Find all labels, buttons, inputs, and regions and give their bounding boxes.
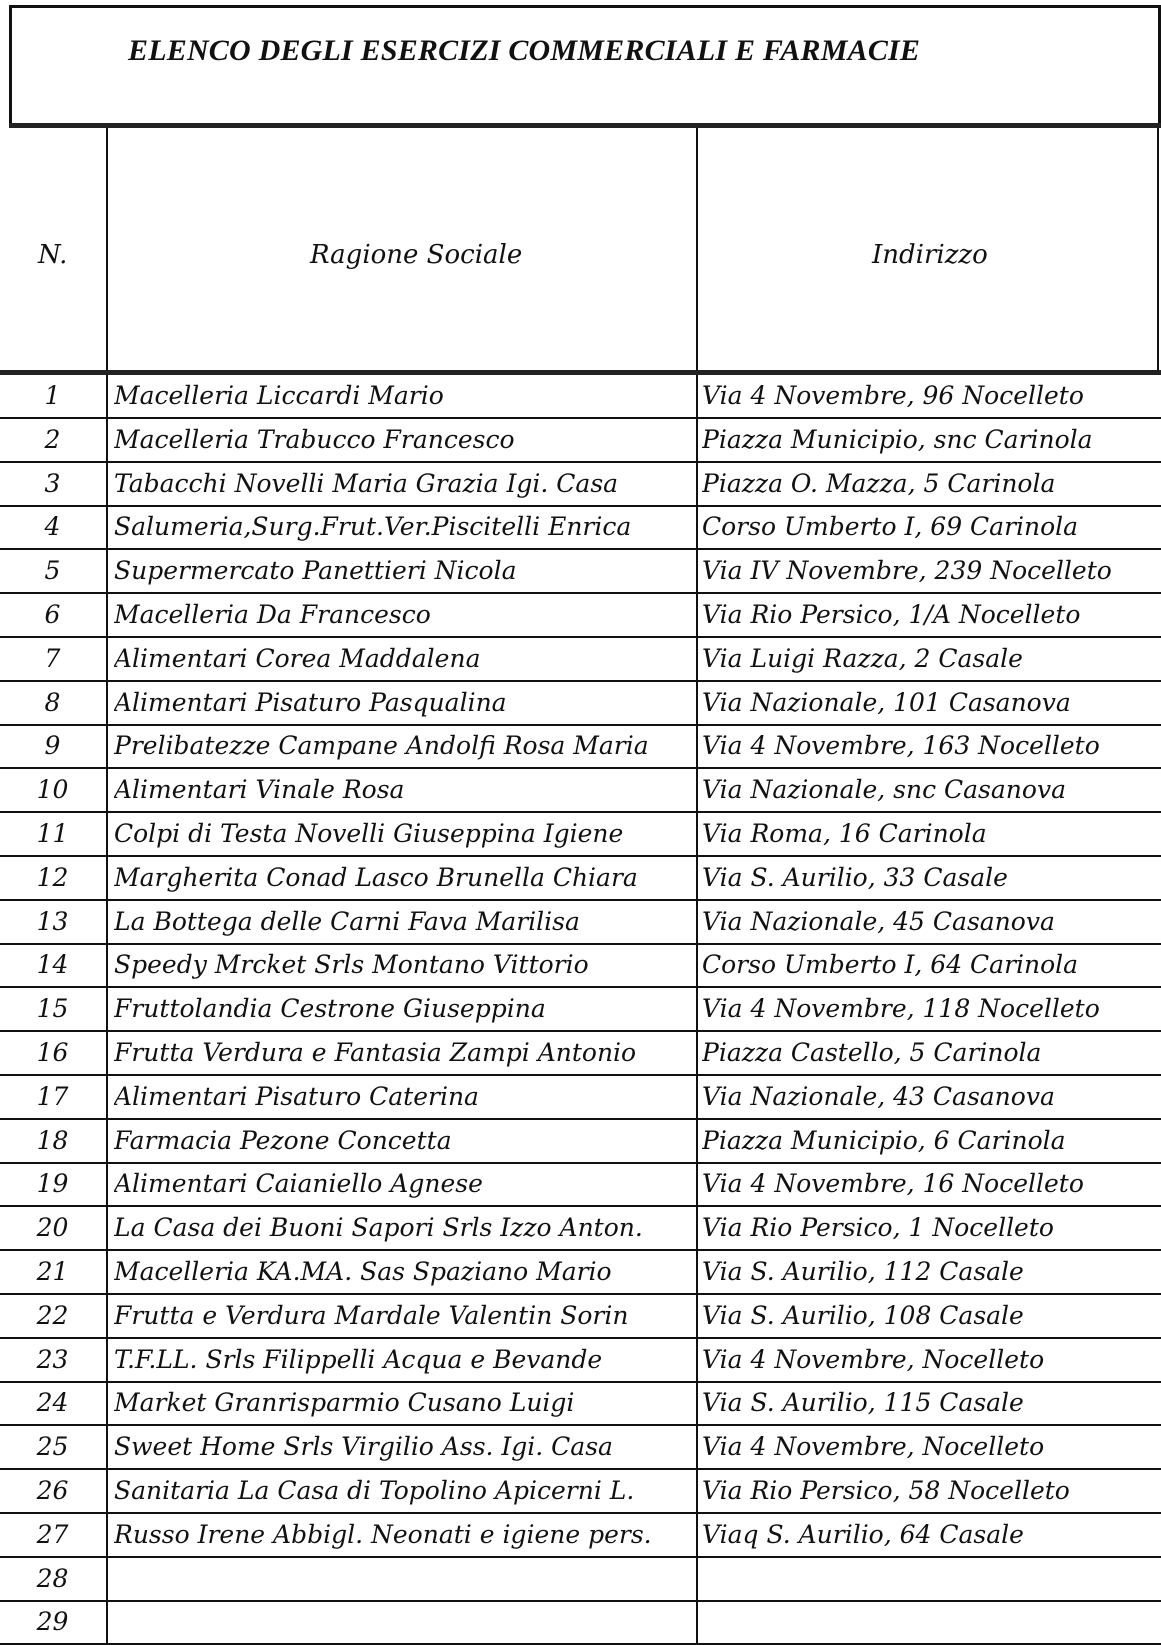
column-divider <box>106 1470 108 1514</box>
table-row <box>0 1295 1161 1339</box>
column-divider <box>696 1120 698 1164</box>
business-address: Via Rio Persico, 1 Nocelleto <box>702 1213 1054 1242</box>
column-divider <box>106 1382 108 1426</box>
row-number: 7 <box>44 644 61 673</box>
column-divider <box>106 550 108 594</box>
column-divider <box>106 813 108 857</box>
business-name: Fruttolandia Cestrone Giuseppina <box>114 994 546 1023</box>
row-number: 26 <box>36 1476 69 1505</box>
column-divider <box>696 769 698 813</box>
business-name: Alimentari Caianiello Agnese <box>114 1169 483 1198</box>
column-divider <box>696 813 698 857</box>
column-divider <box>106 944 108 988</box>
column-divider <box>106 988 108 1032</box>
column-divider <box>106 1426 108 1470</box>
title-divider <box>9 123 1161 128</box>
row-number: 21 <box>36 1257 69 1286</box>
business-name: Frutta e Verdura Mardale Valentin Sorin <box>114 1301 629 1330</box>
column-divider <box>696 1251 698 1295</box>
business-address: Via 4 Novembre, Nocelleto <box>702 1432 1045 1461</box>
column-divider <box>696 1163 698 1207</box>
row-number: 8 <box>44 688 61 717</box>
table-row <box>0 725 1161 769</box>
table-row <box>0 1382 1161 1426</box>
business-address: Via 4 Novembre, 96 Nocelleto <box>702 381 1084 410</box>
row-number: 24 <box>36 1388 69 1417</box>
business-address: Via Roma, 16 Carinola <box>702 819 987 848</box>
business-name: Russo Irene Abbigl. Neonati e igiene pers. <box>114 1520 652 1549</box>
business-address: Via S. Aurilio, 108 Casale <box>702 1301 1024 1330</box>
column-divider <box>696 1601 698 1645</box>
table-row <box>0 1601 1161 1645</box>
column-divider <box>696 594 698 638</box>
table-row <box>0 1426 1161 1470</box>
business-name: Farmacia Pezone Concetta <box>114 1126 452 1155</box>
table-row <box>0 550 1161 594</box>
table-row <box>0 1207 1161 1251</box>
business-address: Via Nazionale, snc Casanova <box>702 775 1066 804</box>
row-number: 5 <box>44 556 61 585</box>
business-name: Sweet Home Srls Virgilio Ass. Igi. Casa <box>114 1432 613 1461</box>
column-divider <box>696 1382 698 1426</box>
row-number: 14 <box>36 950 69 979</box>
business-address <box>702 1601 1157 1643</box>
column-divider <box>106 1295 108 1339</box>
business-name: Alimentari Pisaturo Pasqualina <box>114 688 507 717</box>
column-divider <box>106 725 108 769</box>
row-number: 19 <box>36 1169 69 1198</box>
column-divider <box>106 1032 108 1076</box>
table-row <box>0 1251 1161 1295</box>
column-divider <box>696 1426 698 1470</box>
business-name: Tabacchi Novelli Maria Grazia Igi. Casa <box>114 469 619 498</box>
business-name: Market Granrisparmio Cusano Luigi <box>114 1388 575 1417</box>
table-row <box>0 857 1161 901</box>
business-address: Piazza Castello, 5 Carinola <box>702 1038 1042 1067</box>
business-name: Macelleria KA.MA. Sas Spaziano Mario <box>114 1257 612 1286</box>
business-address: Via Luigi Razza, 2 Casale <box>702 644 1023 673</box>
row-number: 3 <box>44 469 61 498</box>
business-name: Macelleria Trabucco Francesco <box>114 425 515 454</box>
business-address: Corso Umberto I, 69 Carinola <box>702 512 1079 541</box>
column-divider <box>106 1514 108 1558</box>
business-name: T.F.LL. Srls Filippelli Acqua e Bevande <box>114 1345 603 1374</box>
column-divider <box>696 944 698 988</box>
business-address: Via Nazionale, 101 Casanova <box>702 688 1071 717</box>
business-address: Via Rio Persico, 1/A Nocelleto <box>702 600 1081 629</box>
business-address: Via 4 Novembre, 118 Nocelleto <box>702 994 1100 1023</box>
business-address: Piazza Municipio, 6 Carinola <box>702 1126 1066 1155</box>
table-row <box>0 1558 1161 1602</box>
business-name: Supermercato Panettieri Nicola <box>114 556 517 585</box>
business-name <box>114 1558 694 1600</box>
business-name: Sanitaria La Casa di Topolino Apicerni L. <box>114 1476 635 1505</box>
row-number: 20 <box>36 1213 69 1242</box>
business-address: Via S. Aurilio, 112 Casale <box>702 1257 1024 1286</box>
business-address: Via S. Aurilio, 33 Casale <box>702 863 1008 892</box>
business-address: Via S. Aurilio, 115 Casale <box>702 1388 1024 1417</box>
column-divider <box>106 857 108 901</box>
row-number: 28 <box>36 1564 69 1593</box>
row-number: 23 <box>36 1345 69 1374</box>
table-row <box>0 594 1161 638</box>
table-row <box>0 944 1161 988</box>
business-name <box>114 1601 694 1643</box>
row-number: 6 <box>44 600 61 629</box>
header-divider-left <box>106 128 108 370</box>
business-address: Via Rio Persico, 58 Nocelleto <box>702 1476 1070 1505</box>
column-divider <box>106 1251 108 1295</box>
table-row <box>0 463 1161 507</box>
row-number: 29 <box>36 1607 69 1636</box>
column-divider <box>106 506 108 550</box>
table-row <box>0 901 1161 945</box>
header-business-name: Ragione Sociale <box>310 240 523 270</box>
column-divider <box>696 1207 698 1251</box>
header-border-right <box>1157 128 1159 370</box>
column-divider <box>696 1514 698 1558</box>
header-divider-right <box>696 128 698 370</box>
row-number: 22 <box>36 1301 69 1330</box>
business-address: Via 4 Novembre, Nocelleto <box>702 1345 1045 1374</box>
business-name: Salumeria,Surg.Frut.Ver.Piscitelli Enrica <box>114 512 632 541</box>
business-name: Margherita Conad Lasco Brunella Chiara <box>114 863 638 892</box>
table-row <box>0 375 1161 419</box>
row-number: 17 <box>36 1082 69 1111</box>
row-number: 2 <box>44 425 61 454</box>
header-number: N. <box>38 240 68 270</box>
row-number: 16 <box>36 1038 69 1067</box>
column-divider <box>106 1601 108 1645</box>
business-address: Via Nazionale, 45 Casanova <box>702 907 1055 936</box>
row-number: 9 <box>44 731 61 760</box>
row-number: 11 <box>36 819 69 848</box>
column-divider <box>696 1558 698 1602</box>
row-number: 27 <box>36 1520 69 1549</box>
column-divider <box>106 1120 108 1164</box>
table-row <box>0 1120 1161 1164</box>
column-divider <box>106 901 108 945</box>
table-row <box>0 638 1161 682</box>
column-divider <box>106 463 108 507</box>
business-address: Via 4 Novembre, 163 Nocelleto <box>702 731 1100 760</box>
row-number: 12 <box>36 863 69 892</box>
column-divider <box>106 594 108 638</box>
business-address: Viaq S. Aurilio, 64 Casale <box>702 1520 1024 1549</box>
business-name: La Bottega delle Carni Fava Marilisa <box>114 907 580 936</box>
row-number: 4 <box>44 512 61 541</box>
table-row <box>0 419 1161 463</box>
business-name: Alimentari Pisaturo Caterina <box>114 1082 479 1111</box>
column-divider <box>696 725 698 769</box>
business-address: Via IV Novembre, 239 Nocelleto <box>702 556 1112 585</box>
column-divider <box>106 769 108 813</box>
column-divider <box>106 638 108 682</box>
column-divider <box>696 1076 698 1120</box>
table-row <box>0 506 1161 550</box>
business-name: Frutta Verdura e Fantasia Zampi Antonio <box>114 1038 637 1067</box>
column-divider <box>696 419 698 463</box>
business-name: Speedy Mrcket Srls Montano Vittorio <box>114 950 589 979</box>
column-divider <box>106 419 108 463</box>
business-name: Macelleria Liccardi Mario <box>114 381 444 410</box>
column-divider <box>696 638 698 682</box>
business-name: Alimentari Vinale Rosa <box>114 775 405 804</box>
document-title: ELENCO DEGLI ESERCIZI COMMERCIALI E FARMACIE <box>128 34 921 67</box>
business-name: Macelleria Da Francesco <box>114 600 431 629</box>
table-row <box>0 682 1161 726</box>
business-address <box>702 1558 1157 1600</box>
row-number: 15 <box>36 994 69 1023</box>
column-divider <box>106 682 108 726</box>
column-divider <box>106 1076 108 1120</box>
column-divider <box>696 1032 698 1076</box>
column-divider <box>106 1558 108 1602</box>
table-row <box>0 1163 1161 1207</box>
business-address: Piazza O. Mazza, 5 Carinola <box>702 469 1056 498</box>
row-number: 1 <box>44 381 61 410</box>
column-divider <box>696 682 698 726</box>
column-divider <box>696 1295 698 1339</box>
table-row <box>0 1339 1161 1383</box>
table-row <box>0 1514 1161 1558</box>
business-name: Prelibatezze Campane Andolfi Rosa Maria <box>114 731 649 760</box>
row-number: 18 <box>36 1126 69 1155</box>
business-name: Alimentari Corea Maddalena <box>114 644 481 673</box>
business-name: La Casa dei Buoni Sapori Srls Izzo Anton. <box>114 1213 643 1242</box>
row-number: 13 <box>36 907 69 936</box>
column-divider <box>696 463 698 507</box>
column-divider <box>696 550 698 594</box>
business-name: Colpi di Testa Novelli Giuseppina Igiene <box>114 819 624 848</box>
column-divider <box>696 1470 698 1514</box>
business-address: Via 4 Novembre, 16 Nocelleto <box>702 1169 1084 1198</box>
business-address: Corso Umberto I, 64 Carinola <box>702 950 1079 979</box>
business-address: Piazza Municipio, snc Carinola <box>702 425 1093 454</box>
column-divider <box>696 1339 698 1383</box>
column-divider <box>106 1207 108 1251</box>
column-divider <box>106 1163 108 1207</box>
header-address: Indirizzo <box>872 240 988 270</box>
business-address: Via Nazionale, 43 Casanova <box>702 1082 1055 1111</box>
column-divider <box>696 901 698 945</box>
column-divider <box>106 375 108 419</box>
column-divider <box>696 375 698 419</box>
column-divider <box>696 857 698 901</box>
table-row <box>0 1470 1161 1514</box>
row-number: 10 <box>36 775 69 804</box>
table-row <box>0 1032 1161 1076</box>
column-divider <box>696 988 698 1032</box>
table-row <box>0 988 1161 1032</box>
table-row <box>0 769 1161 813</box>
table-row <box>0 813 1161 857</box>
column-divider <box>106 1339 108 1383</box>
row-number: 25 <box>36 1432 69 1461</box>
column-divider <box>696 506 698 550</box>
table-row <box>0 1076 1161 1120</box>
